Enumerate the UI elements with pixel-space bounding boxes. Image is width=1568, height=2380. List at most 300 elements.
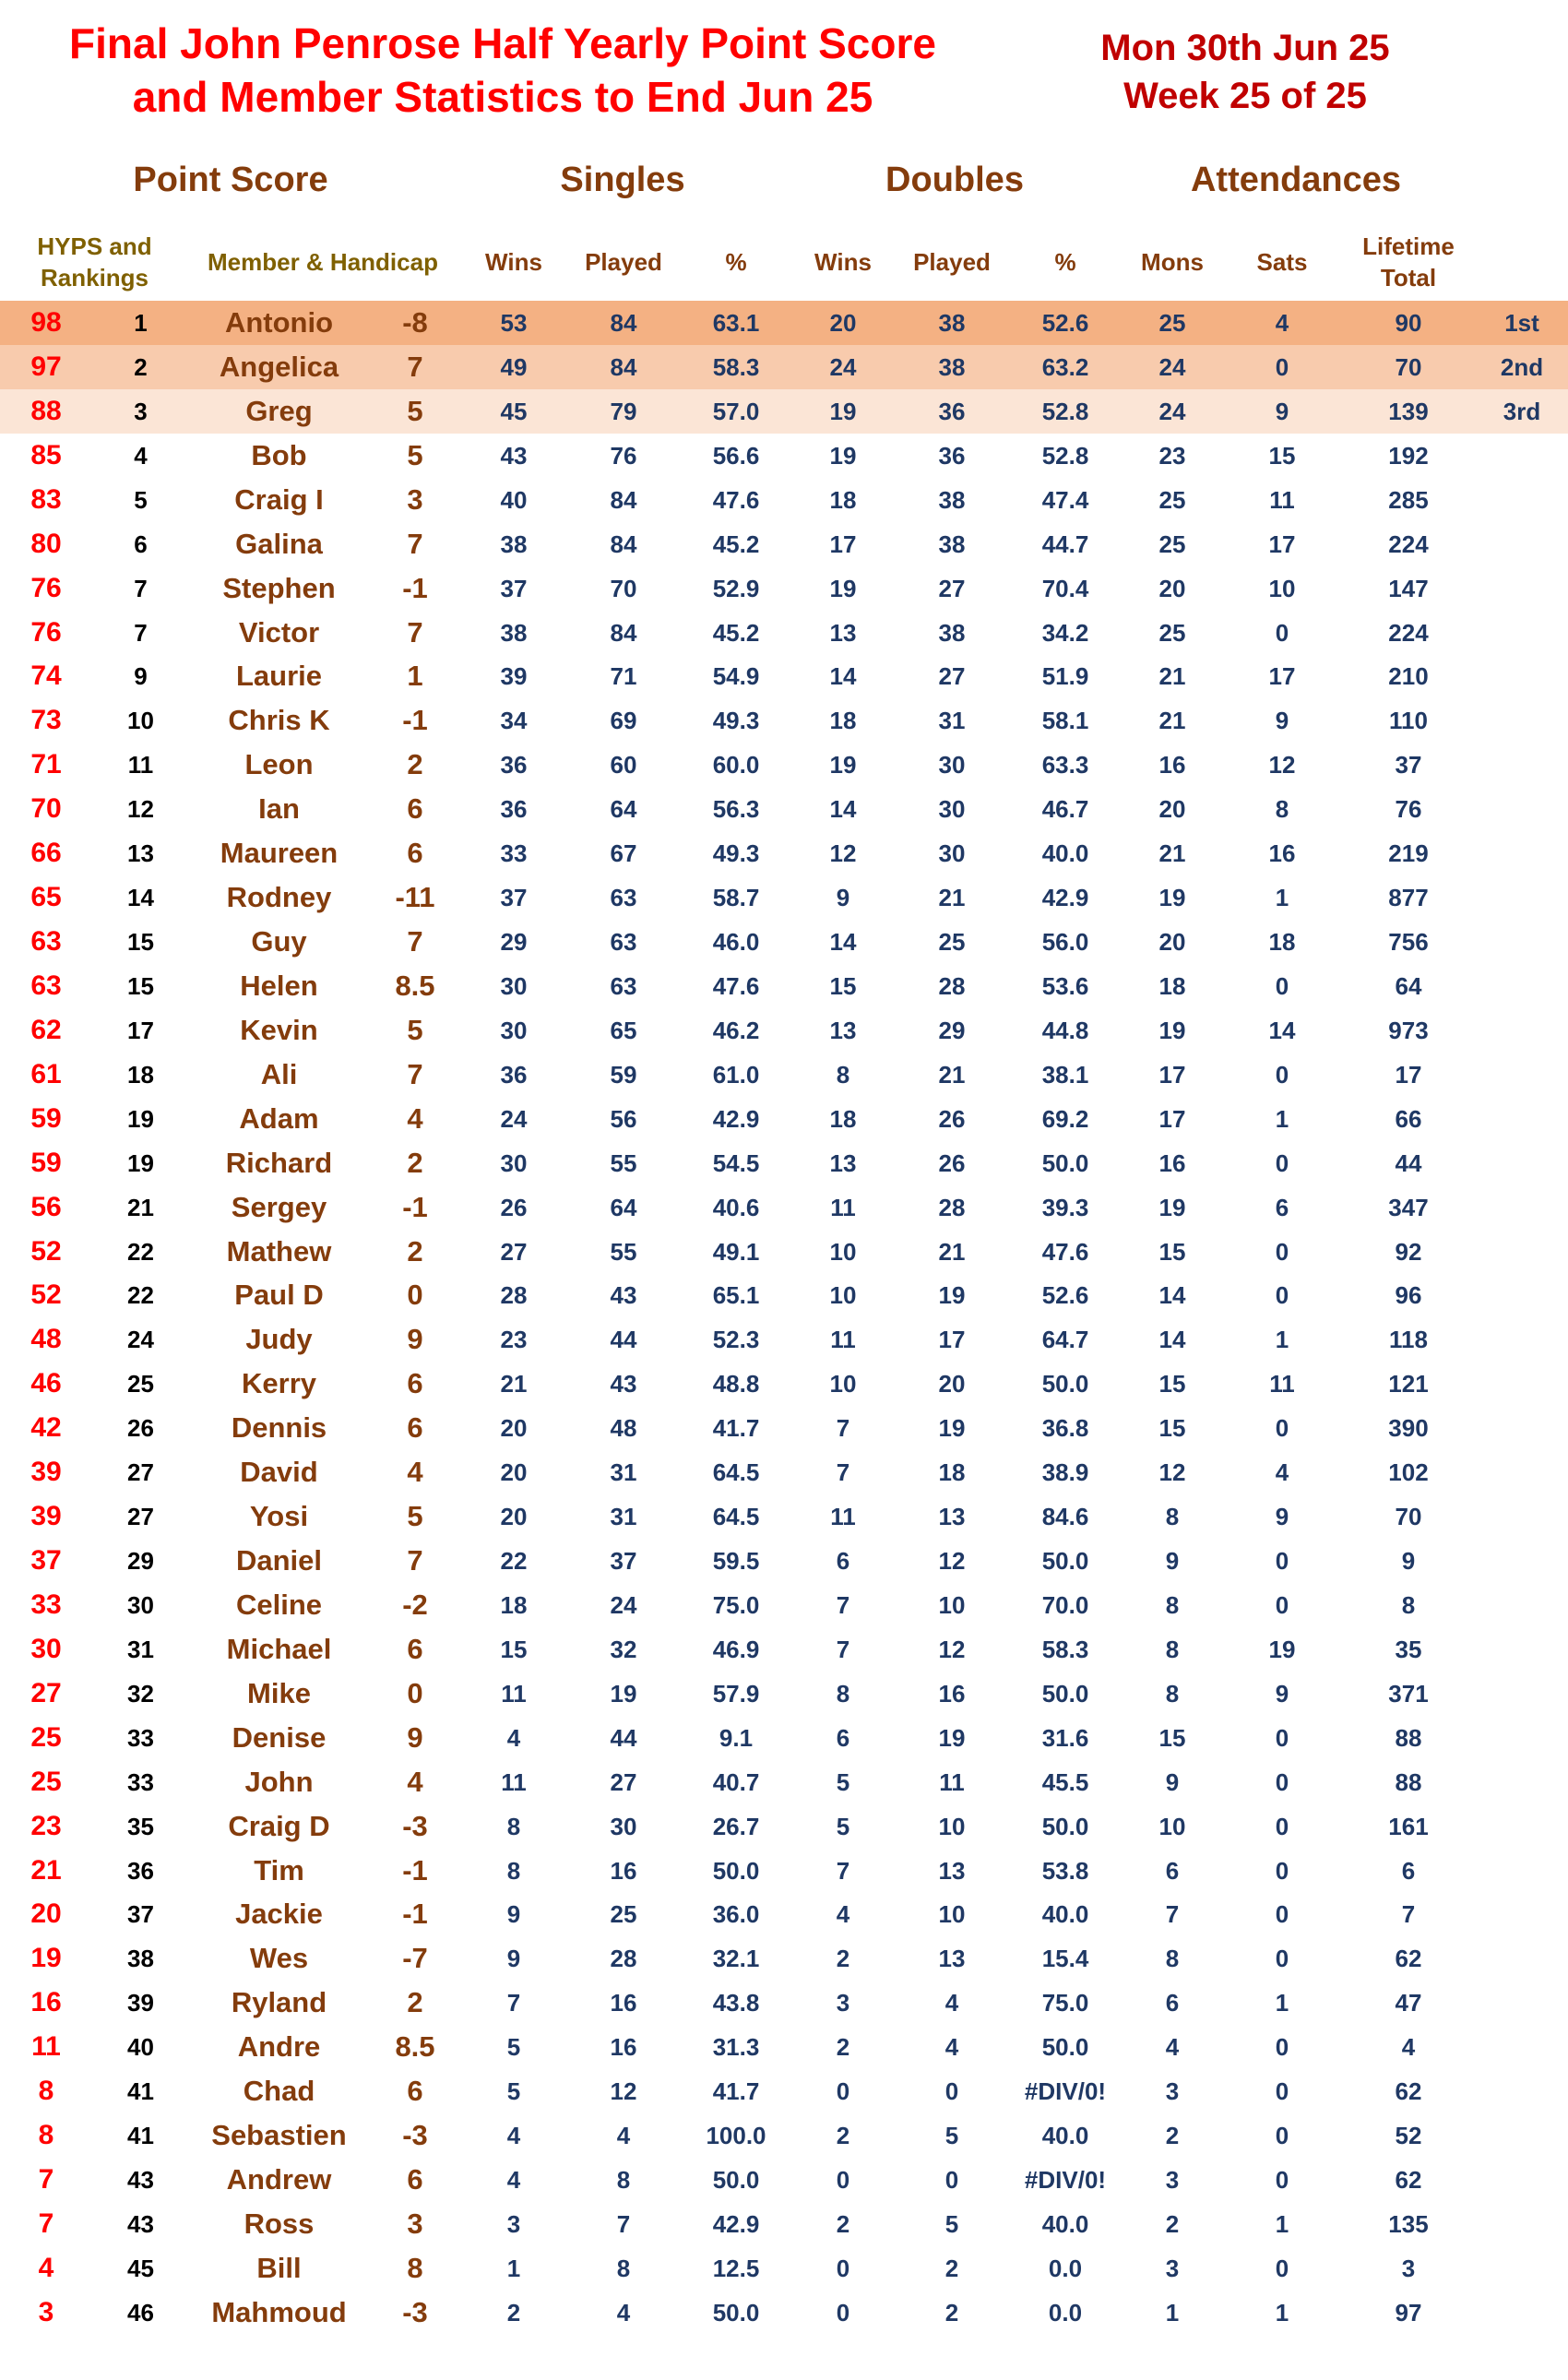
cell-spct: 54.9 <box>712 662 760 691</box>
cell-rank: 36 <box>127 1856 154 1885</box>
section-point-score: Point Score <box>133 161 328 199</box>
cell-sw: 20 <box>500 1458 528 1487</box>
cell-dp: 4 <box>944 2033 959 2062</box>
cell-rank: 31 <box>127 1635 154 1663</box>
cell-hyps: 65 <box>30 882 62 913</box>
table-row <box>0 1362 1568 1406</box>
cell-mons: 19 <box>1158 884 1186 912</box>
cell-place <box>1476 1849 1568 1893</box>
cell-sw: 36 <box>500 795 528 824</box>
cell-sats: 9 <box>1275 397 1289 425</box>
cell-dw: 13 <box>829 1016 857 1044</box>
cell-dpct: 40.0 <box>1041 2209 1089 2238</box>
cell-sw: 20 <box>500 1503 528 1531</box>
cell-name: Ian <box>258 792 300 826</box>
table-row <box>0 831 1568 875</box>
cell-life: 70 <box>1395 1503 1422 1531</box>
cell-dw: 10 <box>829 1281 857 1310</box>
cell-sw: 38 <box>500 530 528 558</box>
cell-spct: 32.1 <box>712 1945 760 1973</box>
cell-sats: 0 <box>1275 1060 1289 1089</box>
cell-mons: 19 <box>1158 1016 1186 1044</box>
cell-sp: 63 <box>610 971 637 1000</box>
cell-sw: 23 <box>500 1326 528 1354</box>
cell-dw: 2 <box>836 2122 850 2150</box>
cell-sw: 9 <box>506 1945 521 1973</box>
cell-sp: 65 <box>610 1016 637 1044</box>
cell-dpct: 50.0 <box>1041 2033 1089 2062</box>
cell-dpct: 47.4 <box>1041 485 1089 514</box>
cell-name: Ross <box>244 2207 315 2240</box>
cell-hyps: 76 <box>30 572 62 603</box>
cell-rank: 18 <box>127 1060 154 1089</box>
cell-sp: 67 <box>610 839 637 868</box>
cell-life: 973 <box>1388 1016 1429 1044</box>
cell-sats: 0 <box>1275 1590 1289 1619</box>
cell-dw: 10 <box>829 1370 857 1398</box>
cell-life: 877 <box>1388 884 1429 912</box>
cell-hcap: 4 <box>407 1765 423 1798</box>
cell-spct: 36.0 <box>712 1900 760 1929</box>
cell-hyps: 8 <box>38 2120 54 2151</box>
cell-hyps: 83 <box>30 483 62 515</box>
cell-life: 102 <box>1388 1458 1429 1487</box>
cell-spct: 46.0 <box>712 928 760 957</box>
table-row <box>0 2246 1568 2291</box>
table-row <box>0 1804 1568 1849</box>
cell-dw: 7 <box>836 1856 850 1885</box>
cell-dp: 4 <box>944 1989 959 2017</box>
table-row <box>0 1450 1568 1494</box>
cell-sp: 59 <box>610 1060 637 1089</box>
cell-rank: 7 <box>134 574 148 602</box>
cell-hyps: 52 <box>30 1235 62 1267</box>
cell-spct: 31.3 <box>712 2033 760 2062</box>
cell-hyps: 37 <box>30 1545 62 1577</box>
cell-mons: 15 <box>1158 1414 1186 1443</box>
cell-hyps: 56 <box>30 1191 62 1222</box>
cell-life: 17 <box>1395 1060 1422 1089</box>
cell-spct: 46.2 <box>712 1016 760 1044</box>
cell-hcap: -1 <box>402 1898 428 1931</box>
cell-place <box>1476 1273 1568 1317</box>
cell-dp: 38 <box>938 309 966 337</box>
cell-sw: 28 <box>500 1281 528 1310</box>
cell-dp: 13 <box>938 1945 966 1973</box>
cell-sats: 0 <box>1275 971 1289 1000</box>
cell-dw: 11 <box>830 1193 856 1221</box>
cell-name: Chad <box>243 2075 315 2108</box>
cell-hyps: 30 <box>30 1633 62 1664</box>
cell-rank: 41 <box>127 2077 154 2106</box>
table-row <box>0 611 1568 655</box>
table-row <box>0 1185 1568 1230</box>
cell-name: Michael <box>226 1632 332 1665</box>
cell-mons: 10 <box>1158 1812 1186 1840</box>
cell-place <box>1476 743 1568 787</box>
cell-hyps: 85 <box>30 439 62 470</box>
cell-hcap: 6 <box>407 1411 423 1445</box>
cell-spct: 12.5 <box>712 2254 760 2282</box>
cell-hcap: -7 <box>402 1942 428 1975</box>
cell-dpct: 42.9 <box>1041 884 1089 912</box>
cell-dp: 38 <box>938 618 966 647</box>
cell-name: Galina <box>235 527 323 560</box>
cell-sw: 43 <box>500 441 528 470</box>
cell-name: Adam <box>239 1101 319 1135</box>
cell-dw: 12 <box>829 839 857 868</box>
header-sats: Sats <box>1256 248 1308 276</box>
cell-mons: 20 <box>1158 795 1186 824</box>
cell-sp: 8 <box>616 2166 631 2195</box>
cell-name: Kerry <box>242 1367 316 1400</box>
cell-hyps: 98 <box>30 307 62 338</box>
table-row <box>0 2291 1568 2335</box>
cell-place <box>1476 522 1568 566</box>
cell-dw: 2 <box>836 2033 850 2062</box>
cell-rank: 26 <box>127 1414 154 1443</box>
cell-dp: 25 <box>938 928 966 957</box>
cell-life: 76 <box>1395 795 1422 824</box>
cell-name: Angelica <box>219 350 339 383</box>
cell-dw: 0 <box>836 2077 850 2106</box>
header-doubles-played: Played <box>913 248 991 276</box>
cell-dp: 38 <box>938 485 966 514</box>
table-row <box>0 566 1568 611</box>
report-week: Week 25 of 25 <box>1123 76 1367 116</box>
cell-sats: 0 <box>1275 352 1289 381</box>
cell-life: 62 <box>1395 1945 1422 1973</box>
cell-sats: 0 <box>1275 2166 1289 2195</box>
table-row <box>0 743 1568 787</box>
cell-hyps: 88 <box>30 395 62 426</box>
cell-sats: 8 <box>1275 795 1289 824</box>
cell-sw: 11 <box>501 1679 527 1708</box>
cell-sw: 26 <box>500 1193 528 1221</box>
cell-spct: 41.7 <box>712 2077 760 2106</box>
cell-mons: 7 <box>1165 1900 1180 1929</box>
cell-place <box>1476 964 1568 1008</box>
cell-name: Paul D <box>234 1279 324 1312</box>
cell-hcap: 2 <box>407 1234 423 1267</box>
section-attendances: Attendances <box>1190 161 1402 199</box>
cell-dw: 7 <box>836 1458 850 1487</box>
cell-hcap: 7 <box>407 527 423 560</box>
cell-dpct: 44.7 <box>1041 530 1089 558</box>
cell-rank: 7 <box>134 618 148 647</box>
cell-hyps: 52 <box>30 1279 62 1311</box>
cell-sp: 30 <box>610 1812 637 1840</box>
cell-sp: 71 <box>610 662 637 691</box>
cell-mons: 15 <box>1158 1370 1186 1398</box>
cell-sats: 1 <box>1275 2209 1289 2238</box>
cell-sp: 24 <box>610 1590 637 1619</box>
cell-life: 147 <box>1388 574 1429 602</box>
cell-rank: 45 <box>127 2254 154 2282</box>
cell-sp: 19 <box>610 1679 637 1708</box>
cell-dw: 13 <box>829 1148 857 1177</box>
cell-place <box>1476 787 1568 831</box>
cell-sats: 1 <box>1275 1326 1289 1354</box>
cell-spct: 64.5 <box>712 1503 760 1531</box>
header-mons: Mons <box>1141 248 1204 276</box>
cell-dp: 21 <box>938 1237 966 1266</box>
cell-dpct: 38.9 <box>1041 1458 1089 1487</box>
cell-life: 121 <box>1388 1370 1429 1398</box>
cell-life: 224 <box>1388 618 1429 647</box>
report-title-line2: and Member Statistics to End Jun 25 <box>132 73 873 121</box>
cell-place <box>1476 1804 1568 1849</box>
cell-dpct: 36.8 <box>1041 1414 1089 1443</box>
cell-dw: 0 <box>836 2166 850 2195</box>
cell-sp: 55 <box>610 1237 637 1266</box>
cell-hyps: 4 <box>38 2252 54 2283</box>
table-row <box>0 1494 1568 1539</box>
cell-sp: 8 <box>616 2254 631 2282</box>
cell-life: 88 <box>1395 1723 1422 1752</box>
cell-sw: 49 <box>500 352 528 381</box>
cell-rank: 29 <box>127 1547 154 1576</box>
cell-life: 62 <box>1395 2166 1422 2195</box>
cell-sats: 1 <box>1275 1989 1289 2017</box>
table-row <box>0 1892 1568 1936</box>
cell-dpct: 63.2 <box>1041 352 1089 381</box>
cell-mons: 6 <box>1165 1856 1180 1885</box>
cell-life: 347 <box>1388 1193 1429 1221</box>
table-row <box>0 2113 1568 2158</box>
cell-dpct: 52.8 <box>1041 397 1089 425</box>
cell-dp: 21 <box>938 884 966 912</box>
cell-place <box>1476 1097 1568 1141</box>
cell-spct: 40.6 <box>712 1193 760 1221</box>
cell-life: 97 <box>1395 2298 1422 2326</box>
cell-hyps: 97 <box>30 351 62 382</box>
cell-dw: 3 <box>836 1989 850 2017</box>
cell-sw: 4 <box>506 2166 521 2195</box>
cell-sw: 24 <box>500 1104 528 1133</box>
cell-hcap: 6 <box>407 1367 423 1400</box>
cell-sw: 40 <box>500 485 528 514</box>
cell-mons: 3 <box>1165 2254 1180 2282</box>
cell-spct: 40.7 <box>712 1767 760 1796</box>
cell-sp: 43 <box>610 1370 637 1398</box>
cell-hyps: 11 <box>31 2031 61 2063</box>
cell-mons: 15 <box>1158 1723 1186 1752</box>
cell-place <box>1476 1185 1568 1230</box>
cell-dw: 5 <box>836 1767 850 1796</box>
cell-rank: 9 <box>134 662 148 691</box>
cell-place <box>1476 478 1568 522</box>
table-row <box>0 654 1568 698</box>
table-row <box>0 1230 1568 1274</box>
cell-life: 371 <box>1388 1679 1429 1708</box>
cell-dp: 10 <box>938 1900 966 1929</box>
cell-name: Dennis <box>231 1411 327 1445</box>
cell-life: 47 <box>1395 1989 1422 2017</box>
cell-dw: 18 <box>829 485 857 514</box>
cell-dpct: 46.7 <box>1041 795 1089 824</box>
cell-hyps: 25 <box>30 1721 62 1753</box>
cell-mons: 3 <box>1165 2166 1180 2195</box>
cell-sats: 14 <box>1268 1016 1296 1044</box>
cell-sp: 16 <box>610 1856 637 1885</box>
section-singles: Singles <box>560 161 685 199</box>
cell-name: Craig I <box>234 482 324 516</box>
cell-mons: 2 <box>1165 2122 1180 2150</box>
cell-life: 210 <box>1388 662 1429 691</box>
cell-sp: 48 <box>610 1414 637 1443</box>
cell-sats: 0 <box>1275 1856 1289 1885</box>
cell-hcap: 5 <box>407 1500 423 1533</box>
cell-sw: 37 <box>500 574 528 602</box>
cell-spct: 63.1 <box>712 309 760 337</box>
cell-hyps: 63 <box>30 926 62 958</box>
cell-spct: 64.5 <box>712 1458 760 1487</box>
cell-sp: 27 <box>610 1767 637 1796</box>
cell-sp: 25 <box>610 1900 637 1929</box>
cell-hyps: 48 <box>30 1324 62 1355</box>
cell-name: Laurie <box>235 660 323 693</box>
cell-dw: 10 <box>829 1237 857 1266</box>
table-row <box>0 2025 1568 2069</box>
cell-hcap: 2 <box>407 1986 423 2019</box>
cell-spct: 42.9 <box>712 2209 760 2238</box>
cell-sats: 0 <box>1275 1723 1289 1752</box>
cell-sp: 16 <box>610 2033 637 2062</box>
cell-name: Andrew <box>226 2163 332 2196</box>
cell-mons: 15 <box>1158 1237 1186 1266</box>
cell-hcap: 4 <box>407 1101 423 1135</box>
cell-life: 118 <box>1389 1326 1428 1354</box>
cell-rank: 17 <box>127 1016 154 1044</box>
cell-rank: 12 <box>127 795 154 824</box>
table-row <box>0 2202 1568 2246</box>
cell-dp: 2 <box>944 2298 959 2326</box>
cell-dpct: 0.0 <box>1048 2298 1083 2326</box>
cell-rank: 27 <box>127 1458 154 1487</box>
cell-mons: 14 <box>1158 1281 1186 1310</box>
cell-sats: 9 <box>1275 707 1289 735</box>
cell-hyps: 16 <box>30 1987 62 2018</box>
cell-mons: 24 <box>1158 397 1186 425</box>
table-row <box>0 1981 1568 2025</box>
cell-mons: 9 <box>1165 1767 1180 1796</box>
cell-sats: 0 <box>1275 1547 1289 1576</box>
cell-sw: 21 <box>500 1370 528 1398</box>
cell-dw: 11 <box>830 1503 856 1531</box>
cell-spct: 9.1 <box>719 1723 754 1752</box>
cell-sw: 1 <box>506 2254 521 2282</box>
cell-sats: 18 <box>1268 928 1296 957</box>
header-member: Member & Handicap <box>208 248 438 276</box>
cell-name: Tim <box>254 1853 304 1886</box>
cell-name: Bob <box>251 438 307 471</box>
cell-sp: 60 <box>610 751 637 779</box>
cell-sw: 7 <box>506 1989 521 2017</box>
cell-place <box>1476 1981 1568 2025</box>
cell-sp: 84 <box>610 352 637 381</box>
cell-dpct: 69.2 <box>1041 1104 1089 1133</box>
cell-place <box>1476 2246 1568 2291</box>
cell-hcap: -11 <box>395 881 435 914</box>
cell-mons: 23 <box>1158 441 1186 470</box>
cell-dw: 18 <box>829 707 857 735</box>
table-row <box>0 434 1568 478</box>
cell-life: 135 <box>1388 2209 1429 2238</box>
cell-name: Denise <box>232 1720 327 1754</box>
cell-hyps: 7 <box>38 2207 54 2239</box>
cell-mons: 1 <box>1165 2298 1180 2326</box>
cell-dw: 19 <box>829 441 857 470</box>
cell-hcap: 6 <box>407 2075 423 2108</box>
cell-mons: 4 <box>1165 2033 1180 2062</box>
cell-hcap: 4 <box>407 1456 423 1489</box>
cell-hyps: 80 <box>30 528 62 559</box>
cell-mons: 8 <box>1165 1679 1180 1708</box>
cell-sw: 39 <box>500 662 528 691</box>
cell-mons: 17 <box>1158 1060 1186 1089</box>
cell-sw: 27 <box>500 1237 528 1266</box>
cell-name: Celine <box>235 1588 323 1621</box>
cell-place <box>1476 611 1568 655</box>
cell-name: Rodney <box>226 881 332 914</box>
cell-hcap: 9 <box>407 1323 423 1356</box>
cell-hcap: -1 <box>402 571 428 604</box>
cell-sw: 29 <box>500 928 528 957</box>
cell-mons: 16 <box>1158 751 1186 779</box>
cell-name: Bill <box>256 2251 302 2284</box>
cell-name: Victor <box>238 615 320 649</box>
cell-life: 66 <box>1395 1104 1422 1133</box>
cell-sp: 37 <box>610 1547 637 1576</box>
cell-dp: 0 <box>944 2166 959 2195</box>
cell-dp: 16 <box>938 1679 966 1708</box>
cell-place <box>1476 2069 1568 2113</box>
cell-mons: 25 <box>1158 618 1186 647</box>
cell-dw: 20 <box>829 309 857 337</box>
cell-dpct: 58.3 <box>1041 1635 1089 1663</box>
cell-rank: 40 <box>127 2033 154 2062</box>
cell-dpct: 52.6 <box>1041 309 1089 337</box>
table-row <box>0 1672 1568 1716</box>
cell-dp: 38 <box>938 530 966 558</box>
table-row <box>0 1141 1568 1185</box>
cell-dpct: 53.6 <box>1041 971 1089 1000</box>
cell-hyps: 73 <box>30 705 62 736</box>
cell-dp: 12 <box>938 1635 966 1663</box>
cell-rank: 37 <box>127 1900 154 1929</box>
cell-hyps: 76 <box>30 616 62 648</box>
cell-sw: 20 <box>500 1414 528 1443</box>
cell-sats: 0 <box>1275 1414 1289 1443</box>
cell-mons: 21 <box>1158 707 1186 735</box>
cell-name: Judy <box>245 1323 313 1356</box>
cell-life: 139 <box>1388 397 1429 425</box>
cell-dw: 7 <box>836 1635 850 1663</box>
cell-dpct: 44.8 <box>1041 1016 1089 1044</box>
header-singles-wins: Wins <box>485 248 542 276</box>
cell-dw: 9 <box>836 884 850 912</box>
cell-place <box>1476 2025 1568 2069</box>
cell-sw: 34 <box>500 707 528 735</box>
cell-sp: 44 <box>610 1326 637 1354</box>
cell-dp: 17 <box>938 1326 966 1354</box>
cell-spct: 43.8 <box>712 1989 760 2017</box>
cell-dpct: 40.0 <box>1041 839 1089 868</box>
cell-rank: 33 <box>127 1723 154 1752</box>
cell-dw: 8 <box>836 1060 850 1089</box>
cell-dpct: 58.1 <box>1041 707 1089 735</box>
